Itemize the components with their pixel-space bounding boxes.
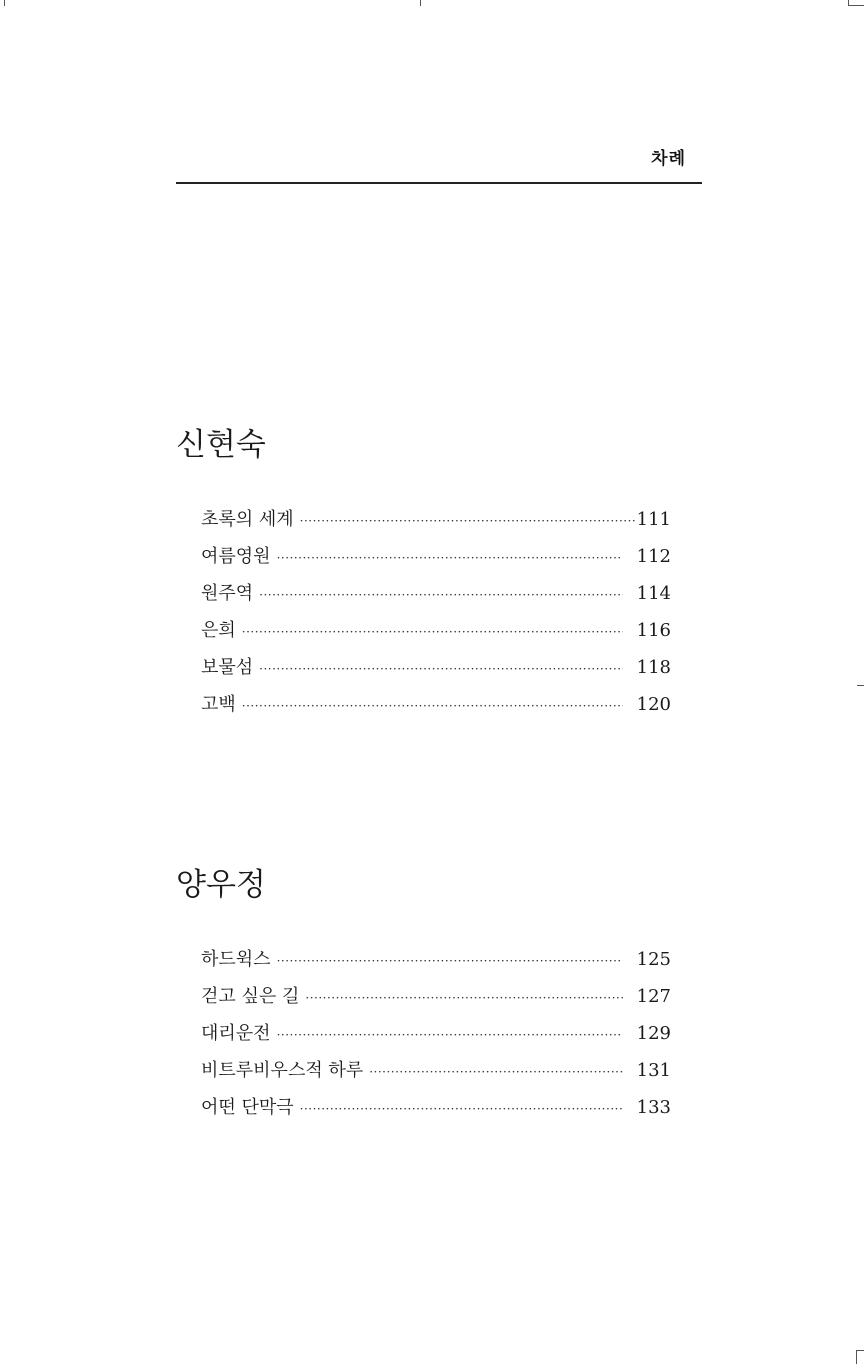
dot-leader [369,1065,622,1079]
running-header: 차례 [651,149,686,169]
toc-entry-title: 초록의 세계 [201,509,294,530]
toc-entry-title: 보물섬 [201,657,254,678]
toc-entry-page: 118 [636,657,671,678]
dot-leader [242,699,623,713]
dot-leader [277,1028,623,1042]
crop-mark-top-center [420,0,421,6]
section-author: 양우정 [176,867,266,903]
toc-entry-page: 120 [636,694,671,715]
toc-entry-title: 어떤 단막극 [201,1097,294,1118]
toc-entry-page: 111 [636,509,671,530]
toc-entry[interactable] [201,616,671,653]
toc-entry-page: 112 [636,546,671,567]
toc-entry[interactable] [201,1093,671,1130]
toc-entry[interactable] [201,1056,671,1093]
toc-entry-page: 114 [636,583,671,604]
dot-leader [277,954,623,968]
toc-entry[interactable] [201,1019,671,1056]
crop-mark-top-left [4,0,5,6]
toc-entry-title: 여름영원 [201,546,271,567]
dot-leader [277,551,623,565]
header-rule [176,182,702,184]
toc-entry[interactable] [201,982,671,1019]
toc-section-1 [176,420,676,715]
toc-entry-page: 116 [636,620,671,641]
toc-section-2 [176,860,676,1118]
dot-leader [305,991,622,1005]
toc-entry-title: 원주역 [201,583,254,604]
toc-entry[interactable] [201,542,671,579]
section-author: 신현숙 [176,427,266,463]
crop-mark-bottom-right-h [856,1350,864,1351]
dot-leader [242,625,623,639]
crop-mark-top-right-h [848,5,864,6]
toc-entry-page: 129 [636,1023,671,1044]
toc-entry-title: 고백 [201,694,236,715]
toc-list [201,505,671,727]
toc-entry-title: 은희 [201,620,236,641]
dot-leader [300,1102,623,1116]
crop-mark-bottom-right-v [856,1350,857,1364]
toc-entry[interactable] [201,653,671,690]
toc-entry-title: 대리운전 [201,1023,271,1044]
toc-entry[interactable] [201,579,671,616]
toc-entry[interactable] [201,690,671,727]
toc-entry-page: 131 [636,1060,671,1081]
toc-entry-title: 걷고 싶은 길 [201,986,300,1007]
crop-mark-right-mid [857,685,864,686]
toc-entry-page: 133 [636,1097,671,1118]
dot-leader [300,514,637,528]
toc-entry-title: 하드윅스 [201,949,271,970]
toc-list [201,945,671,1130]
toc-entry[interactable] [201,945,671,982]
toc-entry-page: 127 [636,986,671,1007]
dot-leader [259,588,622,602]
toc-entry-title: 비트루비우스적 하루 [201,1060,364,1081]
toc-entry[interactable] [201,505,671,542]
toc-entry-page: 125 [636,949,671,970]
dot-leader [259,662,622,676]
